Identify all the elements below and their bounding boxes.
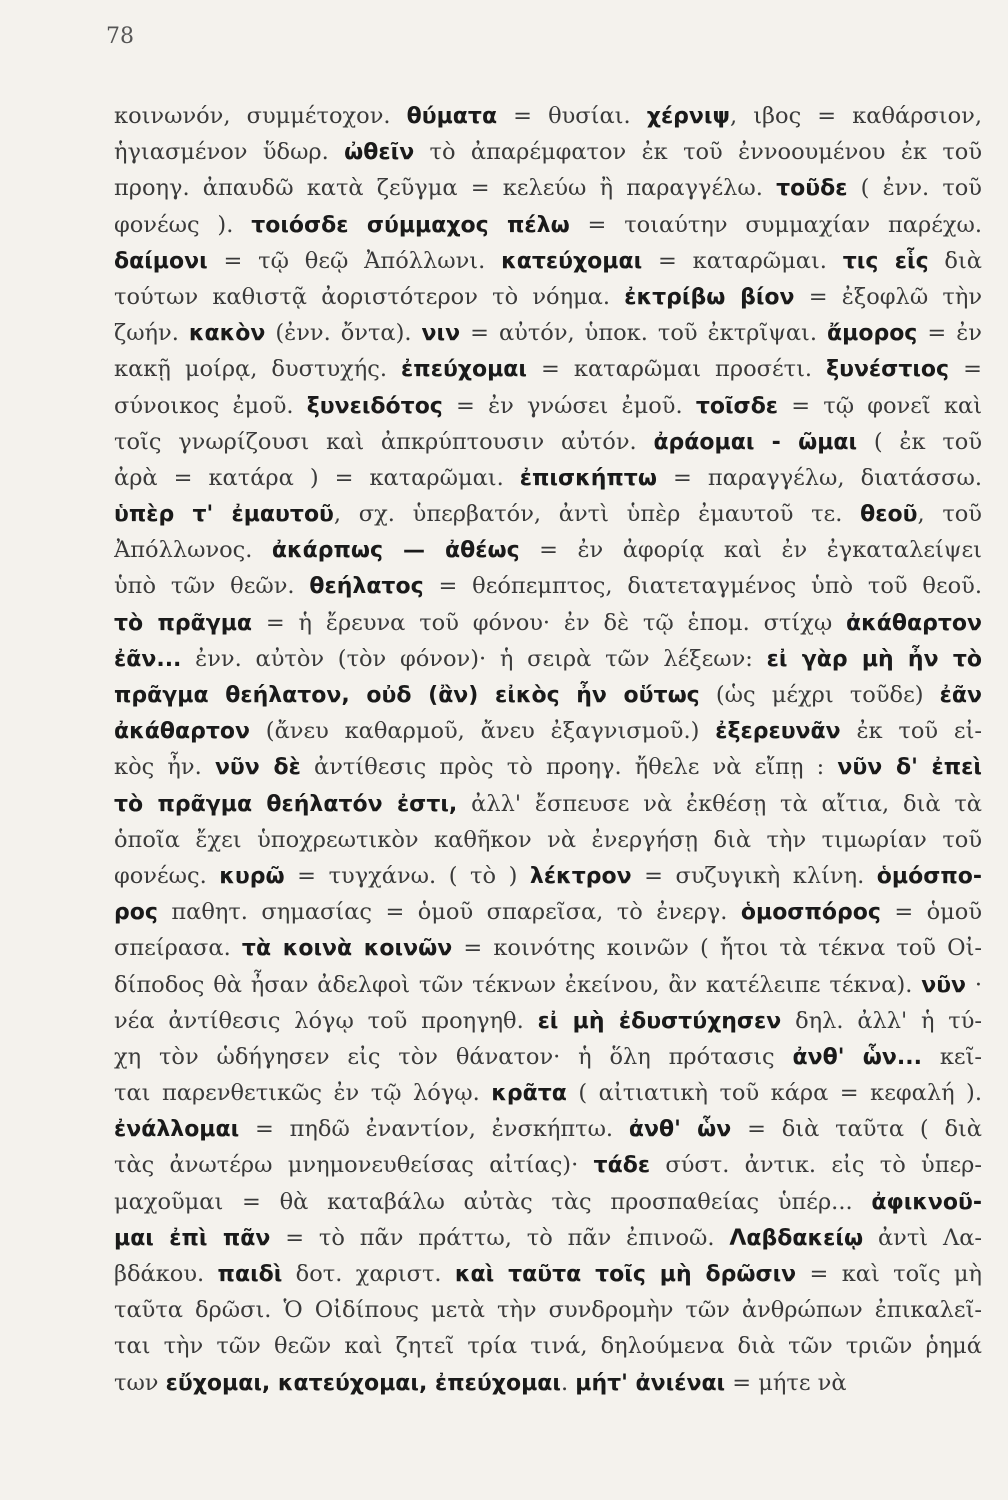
gloss-text: (ὡς μέχρι τοῦδε)	[699, 682, 940, 708]
gloss-text: = διὰ ταῦτα ( διὰ	[731, 1116, 982, 1143]
text-line	[114, 1147, 982, 1183]
text-line	[114, 98, 982, 134]
gloss-text: = τυγχάνω. ( τὸ )	[284, 862, 530, 889]
text-line	[114, 170, 982, 206]
gloss-text: διὰ	[928, 247, 982, 274]
text-line	[114, 496, 982, 532]
gloss-text: χη τὸν ὡδήγησεν εἰς τὸν θάνατον· ἡ ὅλη πρότασις	[114, 1043, 793, 1070]
headword: ἐπισκήπτω	[519, 465, 657, 491]
headword: τάδε	[593, 1153, 651, 1179]
text-line	[114, 858, 982, 894]
headword: ρος	[114, 900, 158, 926]
headword: νιν	[421, 321, 461, 347]
gloss-text: = τῷ θεῷ Ἀπόλλωνι.	[207, 247, 502, 274]
gloss-text: (ἐνν. ὄντα).	[265, 320, 422, 347]
gloss-text: ἀντὶ Λα-	[863, 1224, 982, 1251]
text-line	[114, 388, 982, 424]
text-line	[114, 641, 982, 677]
headword: ἀκάθαρτον	[846, 610, 982, 636]
gloss-text: σύνοικος ἐμοῦ.	[114, 392, 307, 419]
headword: ἀνθ' ὧν...	[792, 1044, 922, 1070]
headword: νῦν δὲ	[214, 755, 301, 781]
text-line	[114, 279, 982, 315]
gloss-text: = κοινότης κοινῶν ( ἤτοι τὰ τέκνα τοῦ Οἰ-	[452, 935, 982, 962]
gloss-text: ἀρὰ = κατάρα ) = καταρῶμαι.	[114, 464, 520, 491]
headword: κακὸν	[188, 321, 266, 347]
gloss-text: φονέως ).	[114, 211, 252, 238]
headword: μαι ἐπὶ πᾶν	[114, 1225, 271, 1251]
text-line	[114, 1256, 982, 1292]
headword: ἀφικνοῦ-	[871, 1189, 982, 1215]
text-line	[114, 460, 982, 496]
gloss-text: μαχοῦμαι = θὰ καταβάλω αὐτὰς τὰς προσπαθείας ὑπέρ...	[114, 1188, 872, 1215]
gloss-text: ἐνν. αὐτὸν (τὸν φόνον)· ἡ σειρὰ τῶν λέξεων:	[181, 645, 767, 672]
headword: ὠθεῖν	[344, 140, 415, 166]
text-line	[114, 967, 982, 1003]
gloss-text: ὑπὸ τῶν θεῶν.	[114, 573, 310, 600]
text-line	[114, 1220, 982, 1256]
text-line	[114, 1184, 982, 1220]
text-line	[114, 1075, 982, 1111]
headword: κατεύχομαι	[501, 248, 643, 274]
gloss-text: = τὸ πᾶν πράττω, τὸ πᾶν ἐπινοῶ.	[270, 1224, 730, 1251]
gloss-text: = θεόπεμπτος, διατεταγμένος ὑπὸ τοῦ θεοῦ.	[423, 573, 982, 600]
gloss-text: ἀλλ' ἔσπευσε νὰ ἐκθέσῃ τὰ αἴτια, διὰ τὰ	[457, 790, 982, 817]
headword: θύματα	[406, 104, 498, 129]
gloss-text: τὸ ἀπαρέμφατον ἐκ τοῦ ἐννοουμένου ἐκ τοῦ	[414, 139, 982, 166]
text-line	[114, 532, 982, 568]
headword: ὁμοσπόρος	[740, 900, 881, 926]
gloss-text: ται τὴν τῶν θεῶν καὶ ζητεῖ τρία τινά, δηλούμενα διὰ τῶν τριῶν ῥημά	[114, 1333, 982, 1360]
gloss-text: Ἀπόλλωνος.	[114, 537, 272, 564]
gloss-text: = παραγγέλω, διατάσσω.	[656, 464, 982, 491]
gloss-text: = ἡ ἔρευνα τοῦ φόνου· ἐν δὲ τῷ ἑπομ. στίχῳ	[252, 609, 847, 636]
gloss-text: = πηδῶ ἐναντίον, ἐνσκήπτω.	[239, 1116, 629, 1143]
headword: ἀνθ' ὧν	[628, 1117, 732, 1143]
gloss-text: = μήτε νὰ	[725, 1369, 847, 1396]
headword: ἐᾶν...	[114, 646, 182, 672]
headword: τοῖσδε	[695, 393, 779, 419]
gloss-text: = ἐν γνώσει ἐμοῦ.	[442, 392, 696, 419]
gloss-text: κεῖ-	[921, 1043, 982, 1070]
gloss-text: κοινωνόν, συμμέτοχον.	[114, 103, 407, 129]
headword: ἐᾶν	[939, 683, 982, 708]
gloss-text: ἀντίθεσις πρὸς τὸ προηγ. ἤθελε νὰ εἴπῃ :	[300, 754, 838, 781]
gloss-text: , σχ. ὑπερβατόν, ἀντὶ ὑπὲρ ἐμαυτοῦ τε.	[333, 501, 861, 528]
headword: εἰ γὰρ μὴ ἦν τὸ	[766, 646, 982, 672]
gloss-text: φονέως.	[114, 862, 220, 889]
headword: χέρνιψ	[646, 104, 730, 129]
text-line	[114, 605, 982, 641]
gloss-text: = ἐν	[917, 320, 982, 347]
headword: ὑπὲρ τ' ἐμαυτοῦ	[114, 502, 334, 528]
text-line	[114, 894, 982, 930]
gloss-text: = ἐξοφλῶ τὴν	[794, 283, 982, 310]
headword: ξυνέστιος	[826, 357, 950, 383]
headword: θεήλατος	[309, 574, 424, 600]
headword: τις εἷς	[842, 248, 929, 274]
gloss-text: νέα ἀντίθεσις λόγῳ τοῦ προηγηθ.	[114, 1007, 538, 1034]
gloss-text: = τῷ φονεῖ καὶ	[778, 392, 982, 419]
gloss-text: = θυσίαι.	[497, 103, 647, 129]
text-line	[114, 786, 982, 822]
text-line	[114, 243, 982, 279]
text-line	[114, 207, 982, 243]
gloss-text: τούτων καθιστᾷ ἀοριστότερον τὸ νόημα.	[114, 283, 625, 310]
headword: νῦν	[921, 972, 967, 998]
headword: ἐνάλλομαι	[114, 1117, 240, 1143]
headword: ἀκάθαρτον	[114, 719, 250, 745]
gloss-text: δηλ. ἀλλ' ἡ τύ-	[781, 1007, 982, 1034]
headword: λέκτρον	[529, 863, 632, 889]
gloss-text: παθητ. σημασίας = ὁμοῦ σπαρεῖσα, τὸ ἐνεργ.	[157, 899, 741, 926]
gloss-text: = καὶ τοῖς μὴ	[796, 1261, 982, 1287]
headword: ξυνειδότος	[306, 393, 443, 419]
headword: τοιόσδε σύμμαχος πέλω	[251, 212, 570, 238]
headword: εἰ μὴ ἐδυστύχησεν	[537, 1008, 782, 1034]
headword: θεοῦ	[860, 502, 918, 528]
text-line	[114, 1292, 982, 1328]
gloss-text: βδάκου.	[114, 1261, 218, 1287]
gloss-text: ται παρενθετικῶς ἐν τῷ λόγῳ.	[114, 1080, 492, 1107]
headword: ἐξερευνᾶν	[715, 719, 841, 745]
text-line	[114, 1003, 982, 1039]
gloss-text: ( αἰτιατικὴ τοῦ κάρα = κεφαλή ).	[566, 1080, 982, 1107]
gloss-text: δοτ. χαριστ.	[282, 1261, 455, 1287]
gloss-text: κὸς ἦν.	[114, 754, 215, 781]
text-line	[114, 424, 982, 460]
gloss-text: = ἐν ἀφορίᾳ καὶ ἐν ἐγκαταλείψει	[519, 537, 982, 564]
gloss-text: τοῖς γνωρίζουσι καὶ ἀπκρύπτουσιν αὐτόν.	[114, 428, 654, 455]
headword: ἀκάρπως — ἀθέως	[271, 538, 520, 564]
gloss-text: ( ἐνν. τοῦ	[847, 175, 982, 202]
gloss-text: ταῦτα δρῶσι. Ὁ Οἰδίπους μετὰ τὴν συνδρομὴν τῶν ἀνθρώπων ἐπικαλεῖ-	[114, 1297, 982, 1324]
headword: ἐπεύχομαι	[401, 357, 527, 383]
text-line	[114, 930, 982, 966]
text-line	[114, 749, 982, 785]
headword: πρᾶγμα θεήλατον, οὐδ (ἂν) εἰκὸς ἦν οὕτως	[114, 683, 700, 708]
gloss-text: ( ἐκ τοῦ	[857, 428, 982, 455]
gloss-text: = τοιαύτην συμμαχίαν παρέχω.	[569, 211, 982, 238]
text-line	[114, 1328, 982, 1364]
headword: ἐκτρίβω βίον	[624, 284, 795, 310]
text-line	[114, 315, 982, 351]
headword: ἄμορος	[827, 321, 918, 347]
headword: παιδὶ	[217, 1262, 283, 1287]
headword: δαίμονι	[114, 248, 208, 274]
gloss-text: = συζυγικὴ κλίνη.	[631, 862, 877, 889]
text-line	[114, 1039, 982, 1075]
headword: κρᾶτα	[491, 1081, 567, 1107]
headword: τὰ κοινὰ κοινῶν	[241, 936, 453, 962]
gloss-text: = αὐτόν, ὑποκ. τοῦ ἐκτρῖψαι.	[460, 320, 828, 347]
headword: τὸ πρᾶγμα	[114, 610, 253, 636]
headword: μήτ' ἀνιέναι	[575, 1370, 726, 1396]
headword: ὁμόσπο-	[876, 863, 982, 889]
text-line	[114, 351, 982, 387]
gloss-text: σύστ. ἀντικ. εἰς τὸ ὑπερ-	[650, 1152, 982, 1179]
gloss-text: προηγ. ἀπαυδῶ κατὰ ζεῦγμα = κελεύω ἢ παραγγέλω.	[114, 175, 777, 202]
gloss-text: ἐκ τοῦ εἰ-	[840, 718, 982, 745]
page-number: 78	[106, 24, 134, 49]
text-line	[114, 1111, 982, 1147]
headword: νῦν δ' ἐπεὶ	[837, 755, 982, 781]
gloss-text: , ιβος = καθάρσιον,	[729, 103, 982, 129]
headword: τοῦδε	[776, 176, 848, 202]
gloss-text: =	[949, 356, 982, 383]
headword: ἀράομαι - ῶμαι	[653, 429, 858, 455]
gloss-text: = καταρῶμαι.	[642, 247, 843, 274]
headword: καὶ ταῦτα τοῖς μὴ δρῶσιν	[454, 1262, 797, 1287]
gloss-text: σπείρασα.	[114, 935, 242, 962]
gloss-text: των	[114, 1369, 166, 1396]
headword: τὸ πρᾶγμα θεήλατόν ἐστι,	[114, 791, 458, 817]
gloss-text: ἡγιασμένον ὕδωρ.	[114, 139, 345, 166]
gloss-text: .	[560, 1369, 576, 1396]
gloss-text: = καταρῶμαι προσέτι.	[526, 356, 827, 383]
gloss-text: δίποδος θὰ ἦσαν ἀδελφοὶ τῶν τέκνων ἐκείνου, ἂν κατέλειπε τέκνα).	[114, 971, 922, 998]
gloss-text: κακῇ μοίρᾳ, δυστυχής.	[114, 356, 402, 383]
text-line	[114, 822, 982, 858]
headword: Λαβδακείῳ	[729, 1225, 864, 1251]
gloss-text: ·	[966, 971, 982, 998]
gloss-text: , τοῦ	[917, 501, 982, 528]
gloss-text: ζωήν.	[114, 320, 189, 347]
commentary-text	[114, 98, 982, 1401]
text-line	[114, 568, 982, 604]
gloss-text: ὁποῖα ἔχει ὑποχρεωτικὸν καθῆκον νὰ ἐνεργήσῃ διὰ τὴν τιμωρίαν τοῦ	[114, 826, 982, 853]
text-line	[114, 713, 982, 749]
gloss-text: = ὁμοῦ	[880, 899, 982, 926]
headword: κυρῶ	[219, 863, 285, 889]
headword: εὔχομαι, κατεύχομαι, ἐπεύχομαι	[165, 1370, 561, 1396]
text-line	[114, 134, 982, 170]
gloss-text: (ἄνευ καθαρμοῦ, ἄνευ ἐξαγνισμοῦ.)	[249, 718, 716, 745]
text-line	[114, 1365, 982, 1401]
text-line	[114, 677, 982, 713]
gloss-text: τὰς ἀνωτέρω μνημονευθείσας αἰτίας)·	[114, 1152, 594, 1179]
